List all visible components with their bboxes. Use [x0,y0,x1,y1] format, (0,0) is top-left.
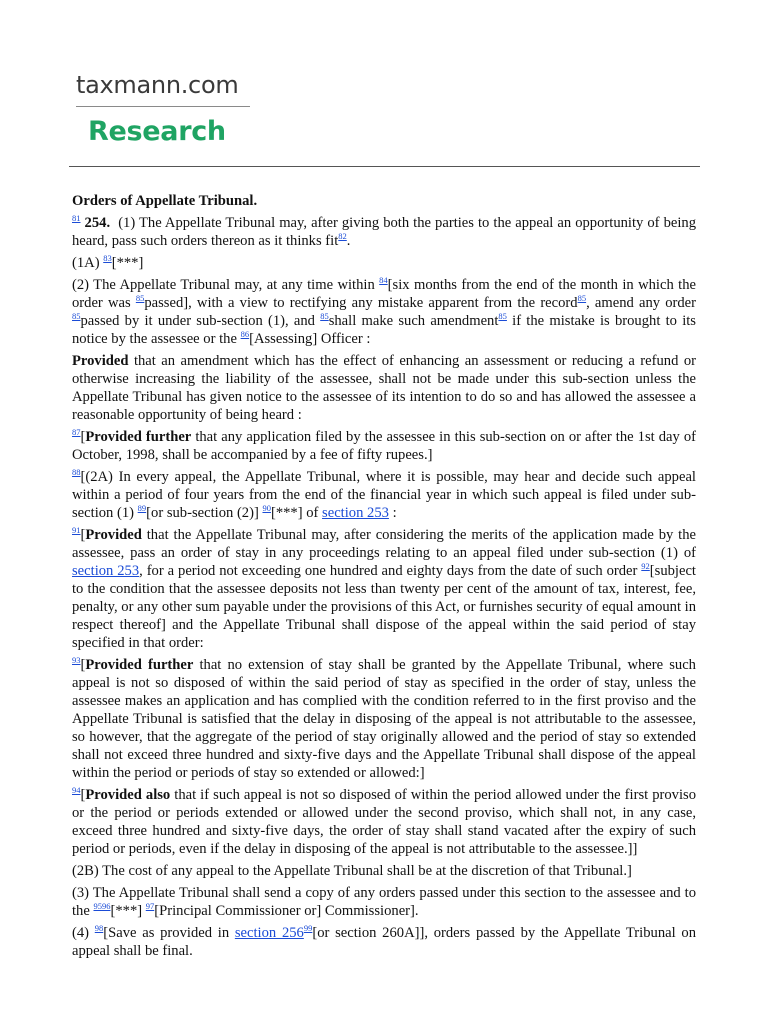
brand-name: taxmann.com [76,71,239,99]
link-section-253-b[interactable]: section 253 [72,563,140,579]
document-body [72,192,696,964]
footnote-85a[interactable]: 85 [135,293,145,303]
proviso-4: $^{93}$[Provided further that no extension of stay shall be granted by the Appellate Tribunal, where such appeal is not so disposed of within the said period of stay as specified in the order of stay, unless the assessee makes an application and has complied with the condition referred to in the first proviso and the Appellate Tribunal is satisfied that the delay in disposing of the appeal is not attributable to the assessee, so however, that the aggregate of the period of stay originally allowed and the period of stay so extended shall not exceed three hundred and sixty-five days and the Appellate Tribunal shall dispose of the appeal within the period or periods of stay so extended or allowed:] [72,655,696,781]
para-2: (2) The Appellate Tribunal may, at any time within $^{84}$[six months from the end of the month in which the order was $^{85}$passed], with a view to rectifying any mistake apparent from the record$^{85}$, amend any order $^{85}$passed by it under sub-section (1), and $^{85}$shall make such amendment$^{85}$ if the mistake is brought to its notice by the assessee or the $^{86}$[Assessing] Officer : [72,275,697,347]
footnote-98[interactable]: 98 [94,923,104,933]
proviso-3: $^{91}$[Provided that the Appellate Tribunal may, after considering the merits of the application made by the assessee, pass an order of stay in any proceedings relating to an appeal filed under sub-section (1) of section 253, for a period not exceeding one hundred and eighty days from the date of such order $^{92}$[subject to the condition that the assessee deposits not less than twenty per cent of the amount of tax, interest, fee, penalty, or any other sum payable under the provisions of this Act, or furnishes security of equal amount in respect thereof] and the Appellate Tribunal shall dispose of the appeal within the said period of stay specified in that order: [72,525,697,651]
footnote-99[interactable]: 99 [303,923,313,933]
footnote-85b[interactable]: 85 [577,293,587,303]
proviso-2: $^{87}$[Provided further that any application filed by the assessee in this sub-section on or after the 1st day of October, 1998, shall be accompanied by a fee of fifty rupees.] [72,427,696,463]
section-number: 254. [84,215,111,231]
proviso-1: Provided that an amendment which has the effect of enhancing an assessment or reducing a refund or otherwise increasing the liability of the assessee, shall not be made under this sub-section unless the Appellate Tribunal has given notice to the assessee of its intention to do so and has allowed the assessee a reasonable opportunity of being heard : [72,353,696,423]
footnote-85c[interactable]: 85 [72,311,81,321]
footnote-96[interactable]: 96 [101,901,111,911]
para-2a: $^{88}$[(2A) In every appeal, the Appellate Tribunal, where it is possible, may hear and decide such appeal within a period of four years from the end of the financial year in which such appeal is filed under sub-section (1) $^{89}$[or sub-section (2)] $^{90}$[***] of section 253 : [72,467,696,521]
footnote-86[interactable]: 86 [240,329,250,339]
header-divider [69,166,700,167]
footnote-81[interactable]: 81 [72,213,81,223]
footnote-95[interactable]: 95 [93,901,102,911]
footnote-94[interactable]: 94 [72,785,81,795]
brand-logo [76,70,252,149]
para-1: $^{81}$ 254. (1) The Appellate Tribunal may, after giving both the parties to the appeal an opportunity of being heard, pass such orders thereon as it thinks fit$^{82}$. [72,213,696,249]
footnote-87[interactable]: 87 [72,427,81,437]
footnote-92[interactable]: 92 [641,561,650,571]
footnote-93[interactable]: 93 [72,655,81,665]
para-1a: (1A) $^{83}$[***] [72,253,144,271]
logo-divider [76,106,250,107]
footnote-85d[interactable]: 85 [320,311,329,321]
footnote-91[interactable]: 91 [72,525,81,535]
section-title: Orders of Appellate Tribunal. [72,193,258,209]
para-4: (4) $^{98}$[Save as provided in section 256$^{99}$[or section 260A]], orders passed by the Appellate Tribunal on appeal shall be final. [72,923,696,959]
proviso-5: $^{94}$[Provided also that if such appeal is not so disposed of within the period allowed under the first proviso or the period or periods extended or allowed under the second proviso, which shall not, in any case, exceed three hundred and sixty-five days, the order of stay shall stand vacated after the expiry of such period or periods, even if the delay in disposing of the appeal is not attributable to the assessee.]] [72,785,696,857]
footnote-89[interactable]: 89 [137,503,147,513]
para-2b: (2B) The cost of any appeal to the Appellate Tribunal shall be at the discretion of that Tribunal.] [72,863,632,879]
footnote-90[interactable]: 90 [262,503,271,513]
footnote-88[interactable]: 88 [72,467,81,477]
footnote-97[interactable]: 97 [145,901,155,911]
footnote-85e[interactable]: 85 [498,311,507,321]
link-section-256[interactable]: section 256 [234,925,304,941]
brand-research: Research [88,116,226,147]
link-section-253[interactable]: section 253 [322,505,389,521]
para-3: (3) The Appellate Tribunal shall send a copy of any orders passed under this section to the assessee and to the $^{9596}$[***] $^{97}$[Principal Commissioner or] Commissioner]. [72,885,696,919]
footnote-82[interactable]: 82 [338,231,347,241]
footnote-84[interactable]: 84 [379,275,388,285]
footnote-83[interactable]: 83 [103,253,112,263]
